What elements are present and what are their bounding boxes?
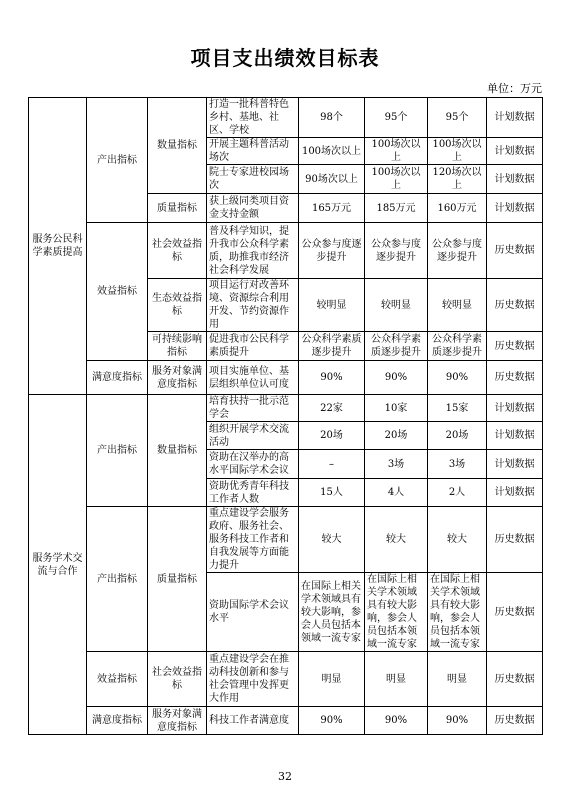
cell-source: 历史数据 (487, 573, 543, 652)
cell-level2: 可持续影响指标 (148, 332, 207, 361)
cell-source: 历史数据 (487, 361, 543, 395)
cell-value-c: 较明显 (428, 279, 487, 332)
cell-value-a: 98个 (299, 98, 365, 138)
cell-value-b: 较明显 (365, 279, 428, 332)
cell-level2: 数量指标 (148, 395, 207, 507)
cell-indicator: 科技工作者满意度 (207, 707, 299, 735)
table-row (29, 652, 543, 707)
cell-value-c: 90% (428, 361, 487, 395)
cell-indicator: 促进我市公民科学素质提升 (207, 332, 299, 361)
cell-value-b: 较大 (365, 507, 428, 573)
cell-source: 计划数据 (487, 138, 543, 165)
cell-indicator: 开展主题科普活动场次 (207, 138, 299, 165)
cell-project: 服务公民科学素质提高 (29, 98, 87, 395)
cell-indicator: 打造一批科普特色乡村、基地、社区、学校 (207, 98, 299, 138)
cell-source: 计划数据 (487, 395, 543, 422)
cell-value-b: 20场 (365, 422, 428, 450)
table-row (29, 361, 543, 395)
cell-level2: 服务对象满意度指标 (148, 707, 207, 735)
cell-value-b: 在国际上相关学术领域具有较大影响，参会人员包括本领域一流专家 (365, 573, 428, 652)
cell-level2: 社会效益指标 (148, 223, 207, 279)
cell-project: 服务学术交流与合作 (29, 395, 87, 735)
cell-indicator: 项目运行对改善环境、资源综合利用开发、节约资源作用 (207, 279, 299, 332)
cell-value-c: 15家 (428, 395, 487, 422)
cell-value-c: 120场次以上 (428, 165, 487, 194)
cell-level2: 质量指标 (148, 507, 207, 652)
cell-value-b: 95个 (365, 98, 428, 138)
cell-level2: 质量指标 (148, 194, 207, 223)
cell-value-b: 公众科学素质逐步提升 (365, 332, 428, 361)
cell-source: 计划数据 (487, 450, 543, 479)
cell-level1: 满意度指标 (87, 707, 148, 735)
cell-value-a: 90% (299, 707, 365, 735)
cell-source: 计划数据 (487, 479, 543, 507)
table-row (29, 507, 543, 573)
cell-value-b: 100场次以上 (365, 138, 428, 165)
cell-level1: 产出指标 (87, 507, 148, 652)
cell-value-a: 100场次以上 (299, 138, 365, 165)
cell-indicator: 获上级同类项目资金支持金额 (207, 194, 299, 223)
page-title: 项目支出绩效目标表 (190, 46, 380, 70)
cell-level2: 数量指标 (148, 98, 207, 194)
cell-value-c: 3场 (428, 450, 487, 479)
cell-source: 计划数据 (487, 98, 543, 138)
cell-value-a: 20场 (299, 422, 365, 450)
cell-level2: 服务对象满意度指标 (148, 361, 207, 395)
cell-value-b: 90% (365, 707, 428, 735)
cell-indicator: 重点建设学会在推动科技创新和参与社会管理中发挥更大作用 (207, 652, 299, 707)
cell-level1: 满意度指标 (87, 361, 148, 395)
cell-value-b: 4人 (365, 479, 428, 507)
cell-value-c: 明显 (428, 652, 487, 707)
cell-value-a: 较大 (299, 507, 365, 573)
cell-source: 历史数据 (487, 707, 543, 735)
cell-level2: 社会效益指标 (148, 652, 207, 707)
cell-value-c: 160万元 (428, 194, 487, 223)
cell-indicator: 普及科学知识，提升我市公众科学素质，助推我市经济社会科学发展 (207, 223, 299, 279)
cell-value-b: 公众参与度逐步提升 (365, 223, 428, 279)
cell-value-a: 22家 (299, 395, 365, 422)
cell-value-c: 20场 (428, 422, 487, 450)
cell-value-b: 100场次以上 (365, 165, 428, 194)
table-row (29, 98, 543, 138)
cell-source: 计划数据 (487, 422, 543, 450)
cell-source: 历史数据 (487, 223, 543, 279)
cell-value-a: 公众参与度逐步提升 (299, 223, 365, 279)
cell-value-c: 公众参与度逐步提升 (428, 223, 487, 279)
cell-source: 计划数据 (487, 194, 543, 223)
cell-indicator: 重点建设学会服务政府、服务社会、服务科技工作者和自我发展等方面能力提升 (207, 507, 299, 573)
table-row (29, 707, 543, 735)
cell-value-a: 90% (299, 361, 365, 395)
cell-value-b: 10家 (365, 395, 428, 422)
cell-value-c: 公众科学素质逐步提升 (428, 332, 487, 361)
cell-level2: 生态效益指标 (148, 279, 207, 332)
cell-source: 历史数据 (487, 332, 543, 361)
cell-source: 历史数据 (487, 279, 543, 332)
page-number: 32 (278, 770, 292, 783)
cell-value-b: 3场 (365, 450, 428, 479)
cell-level1: 效益指标 (87, 652, 148, 707)
cell-indicator: 组织开展学术交流活动 (207, 422, 299, 450)
cell-source: 历史数据 (487, 507, 543, 573)
cell-value-a: 明显 (299, 652, 365, 707)
cell-value-c: 100场次以上 (428, 138, 487, 165)
cell-level1: 效益指标 (87, 223, 148, 361)
cell-level1: 产出指标 (87, 98, 148, 223)
cell-source: 计划数据 (487, 165, 543, 194)
cell-value-b: 明显 (365, 652, 428, 707)
cell-indicator: 资助国际学术会议水平 (207, 573, 299, 652)
cell-value-a: 90场次以上 (299, 165, 365, 194)
table-row (29, 395, 543, 422)
cell-source: 历史数据 (487, 652, 543, 707)
cell-value-c: 在国际上相关学术领域具有较大影响，参会人员包括本领域一流专家 (428, 573, 487, 652)
cell-value-a: 165万元 (299, 194, 365, 223)
cell-value-b: 185万元 (365, 194, 428, 223)
cell-level1: 产出指标 (87, 395, 148, 507)
table-row (29, 223, 543, 279)
cell-indicator: 院士专家进校园场次 (207, 165, 299, 194)
cell-value-a: 公众科学素质逐步提升 (299, 332, 365, 361)
cell-value-a: 在国际上相关学术领域具有较大影响，参会人员包括本领域一流专家 (299, 573, 365, 652)
cell-value-a: 较明显 (299, 279, 365, 332)
cell-value-a: – (299, 450, 365, 479)
cell-indicator: 培育扶持一批示范学会 (207, 395, 299, 422)
performance-target-table (28, 97, 543, 735)
cell-value-c: 90% (428, 707, 487, 735)
cell-value-c: 95个 (428, 98, 487, 138)
cell-indicator: 项目实施单位、基层组织单位认可度 (207, 361, 299, 395)
unit-label: 单位：万元 (487, 82, 542, 95)
cell-value-c: 2人 (428, 479, 487, 507)
cell-value-c: 较大 (428, 507, 487, 573)
cell-value-a: 15人 (299, 479, 365, 507)
cell-indicator: 资助在汉举办的高水平国际学术会议 (207, 450, 299, 479)
cell-indicator: 资助优秀青年科技工作者人数 (207, 479, 299, 507)
cell-value-b: 90% (365, 361, 428, 395)
